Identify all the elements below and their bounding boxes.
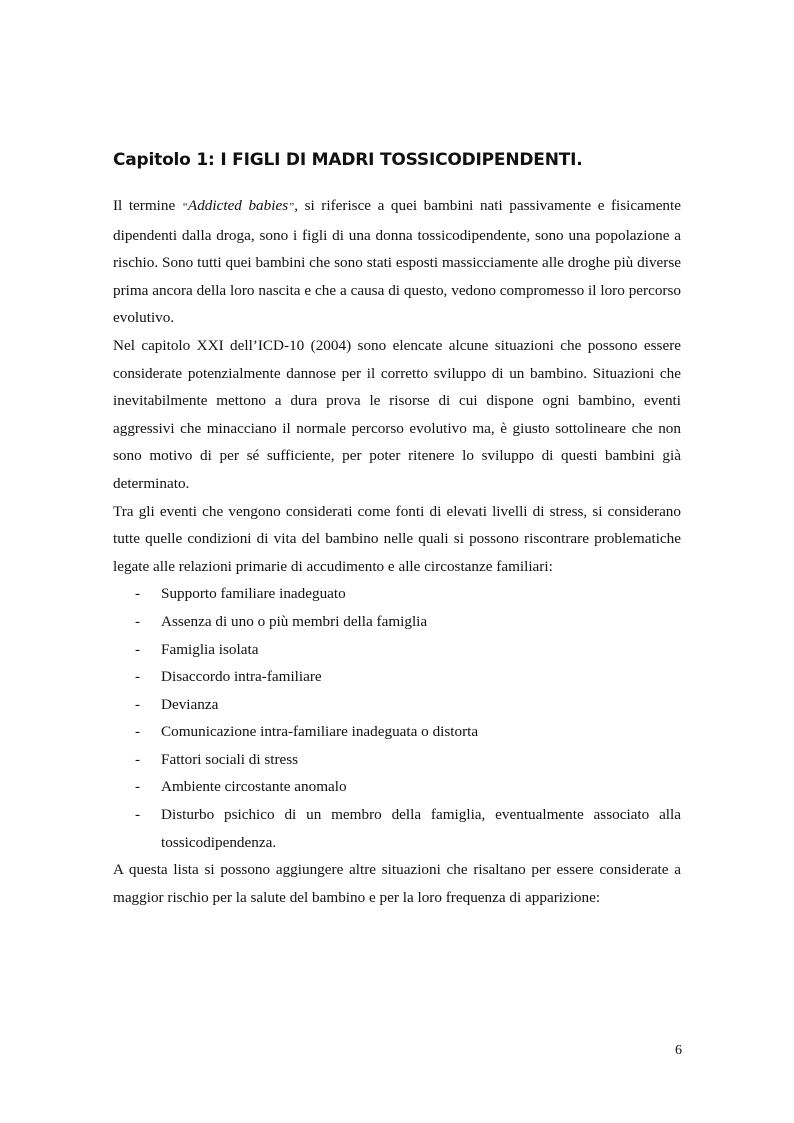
- list-item-text: Disturbo psichico di un membro della famiglia, eventualmente associato alla tossicodipendenza.: [161, 806, 681, 851]
- list-marker: -: [135, 806, 141, 824]
- list-item-text: Devianza: [161, 695, 219, 713]
- icd-paragraph: Nel capitolo XXI dell’ICD-10 (2004) sono elencate alcune situazioni che possono essere considerate potenzialmente dannose per il corretto sviluppo di un bambino. Situazioni che inevitabilmente mettono a dura prova le risorse di cui dispone ogni bambino, eventi aggressivi che minacciano il normale percorso evolutivo ma, è giusto sottolineare che non sono motivo di per sé sufficiente, per poter ritenere lo sviluppo di questi bambini già determinato.: [113, 336, 681, 492]
- list-marker: -: [135, 750, 141, 768]
- intro-prefix: Il termine: [113, 197, 182, 214]
- intro-rest: , si riferisce a quei bambini nati passivamente e fisicamente dipendenti dalla droga, sono i figli di una donna tossicodipendente, sono una popolazione a rischio. Sono tutti quei bambini che sono stati esposti massicciamente alle droghe più diverse prima ancora della loro nascita e che a causa di questo, vedono compromesso il loro percorso evolutivo.: [113, 197, 681, 327]
- risk-factors-list: [113, 580, 681, 856]
- list-marker: -: [135, 723, 141, 741]
- list-item: [113, 580, 681, 608]
- closing-paragraph: A questa lista si possono aggiungere altre situazioni che risaltano per essere considerate a maggior rischio per la salute del bambino e per la loro frequenza di apparizione:: [113, 861, 681, 906]
- intro-paragraph: [113, 192, 681, 332]
- list-marker: -: [135, 668, 141, 686]
- list-marker: -: [135, 612, 141, 630]
- list-item-text: Fattori sociali di stress: [161, 750, 299, 768]
- list-item: [113, 746, 681, 774]
- list-item: [113, 608, 681, 636]
- body-text: [113, 192, 681, 911]
- list-marker: -: [135, 585, 141, 603]
- list-item: [113, 663, 681, 691]
- open-quote: “: [181, 201, 188, 213]
- list-item-text: Ambiente circostante anomalo: [161, 778, 347, 796]
- list-item-text: Disaccordo intra-familiare: [161, 668, 322, 686]
- close-quote: ”: [288, 201, 295, 213]
- list-item: [113, 773, 681, 801]
- list-item: [113, 691, 681, 719]
- list-item: [113, 801, 681, 856]
- page-number: 6: [675, 1043, 682, 1058]
- stress-paragraph: Tra gli eventi che vengono considerati come fonti di elevati livelli di stress, si considerano tutte quelle condizioni di vita del bambino nelle quali si possono riscontrare problematiche legate alle relazioni primarie di accudimento e alle circostanze familiari:: [113, 502, 681, 575]
- list-item: [113, 636, 681, 664]
- list-item-text: Famiglia isolata: [161, 640, 259, 658]
- chapter-heading: Capitolo 1: I FIGLI DI MADRI TOSSICODIPENDENTI.: [113, 150, 583, 170]
- list-item-text: Assenza di uno o più membri della famiglia: [161, 612, 428, 630]
- list-marker: -: [135, 695, 141, 713]
- list-marker: -: [135, 640, 141, 658]
- list-marker: -: [135, 778, 141, 796]
- list-item-text: Supporto familiare inadeguato: [161, 585, 346, 603]
- term-addicted-babies: Addicted babies: [187, 197, 289, 214]
- list-item: [113, 718, 681, 746]
- list-item-text: Comunicazione intra-familiare inadeguata o distorta: [161, 723, 479, 741]
